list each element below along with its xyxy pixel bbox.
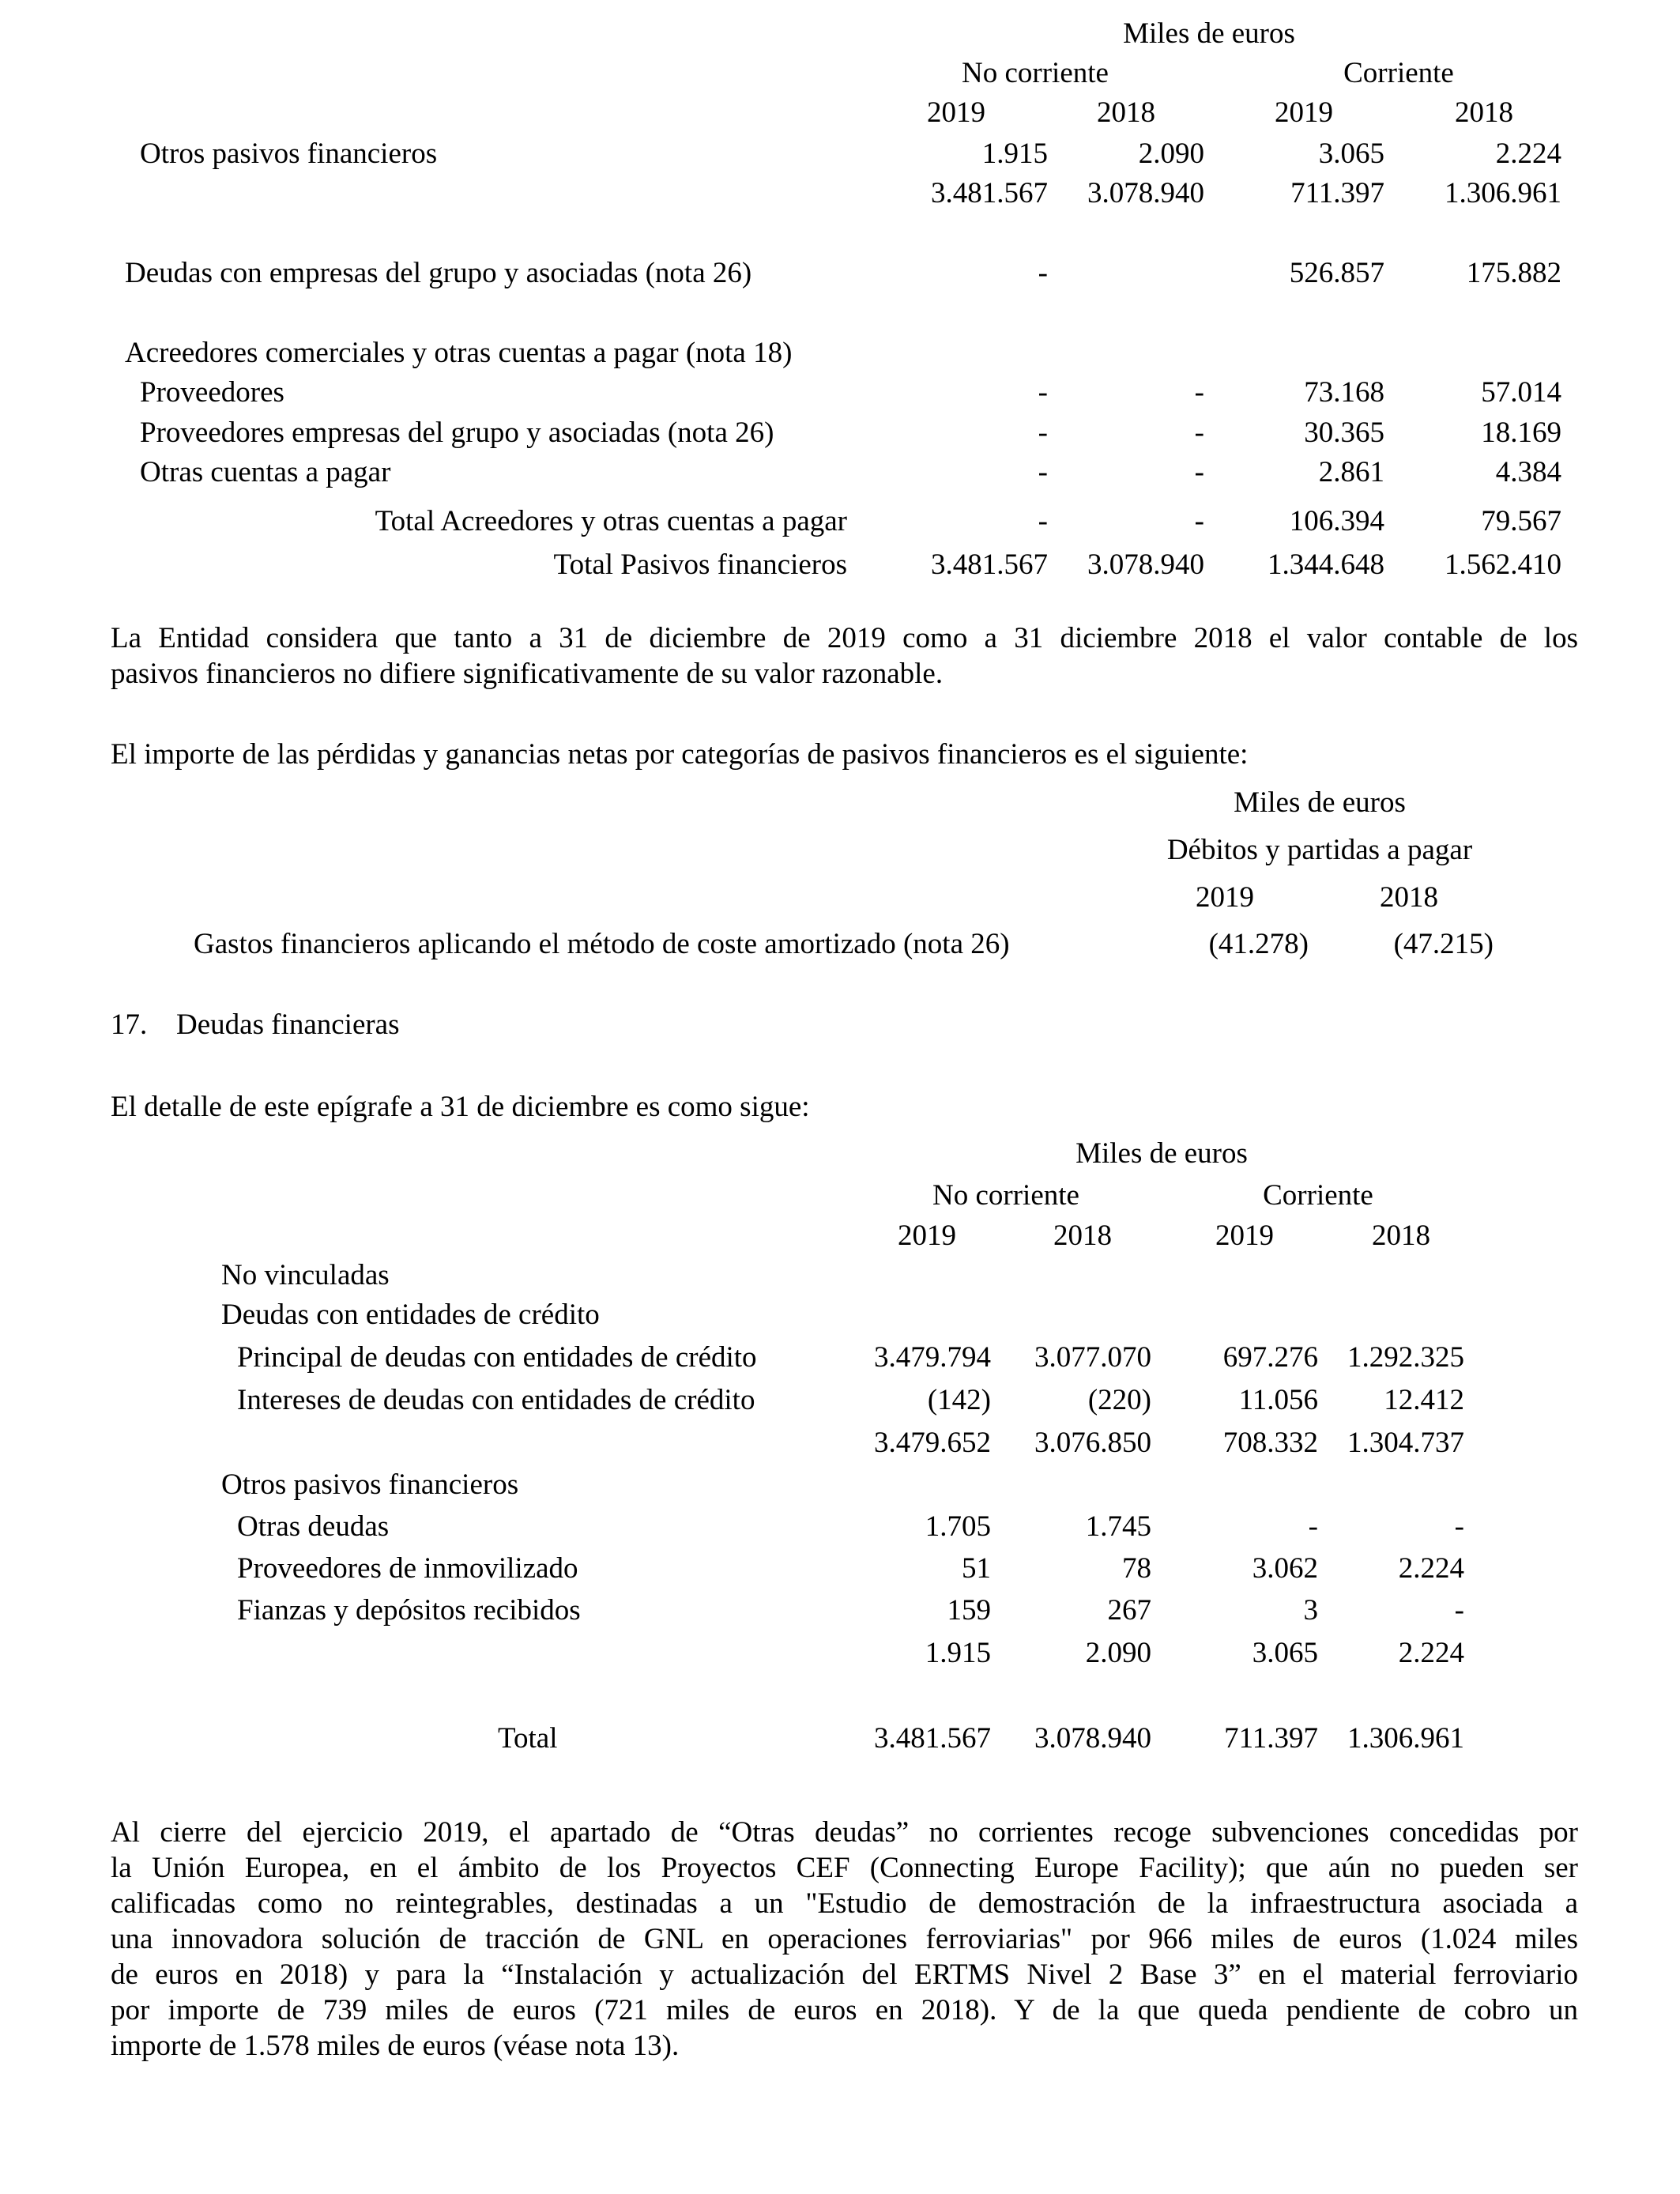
table3-cell: 3.479.794 xyxy=(874,1341,991,1374)
paragraph-line: de euros en 2018) y para la “Instalación y actualización del ERTMS Nivel 2 Base 3” en el material ferroviario xyxy=(111,1958,1578,1991)
table3-total-label: Total xyxy=(498,1722,558,1755)
table2-cell: (41.278) xyxy=(1208,928,1309,960)
table1-cell: - xyxy=(1194,376,1204,409)
section-number: 17. xyxy=(111,1008,148,1041)
paragraph-fair-value xyxy=(111,620,1578,692)
table3-group-current: Corriente xyxy=(1263,1179,1373,1212)
table1-cell: 1.306.961 xyxy=(1445,177,1561,209)
table1-cell: 2.090 xyxy=(1138,138,1204,170)
paragraph-gains-losses-intro: El importe de las pérdidas y ganancias netas por categorías de pasivos financieros es el siguiente: xyxy=(111,738,1249,771)
table3-cell: - xyxy=(1454,1594,1464,1627)
table1-cell: 73.168 xyxy=(1304,376,1384,409)
table1-cell: 106.394 xyxy=(1289,505,1384,537)
table3-year-header: 2019 xyxy=(1215,1220,1274,1252)
table3-row-label: Deudas con entidades de crédito xyxy=(221,1299,600,1331)
table2-year-header: 2019 xyxy=(1196,881,1254,914)
table1-total-label: Total Pasivos financieros xyxy=(553,548,847,581)
table3-cell: 3 xyxy=(1303,1594,1318,1627)
paragraph-line: la Unión Europea, en el ámbito de los Proyectos CEF (Connecting Europe Facility); que aún no pueden ser xyxy=(111,1852,1578,1884)
paragraph-line: importe de 1.578 miles de euros (véase nota 13). xyxy=(111,2030,680,2062)
table1-row-label: Deudas con empresas del grupo y asociadas (nota 26) xyxy=(125,257,752,289)
table3-cell: 78 xyxy=(1122,1552,1151,1585)
table3-year-header: 2019 xyxy=(898,1220,956,1252)
table3-cell: 3.481.567 xyxy=(874,1722,991,1755)
table3-row-label: No vinculadas xyxy=(221,1259,390,1291)
table3-row-label: Otros pasivos financieros xyxy=(221,1468,519,1501)
table3-cell: - xyxy=(1454,1510,1464,1543)
table1-cell: 1.562.410 xyxy=(1445,548,1561,581)
table1-cell: 175.882 xyxy=(1466,257,1561,289)
table1-row-label: Otras cuentas a pagar xyxy=(140,456,391,488)
table1-cell: 57.014 xyxy=(1481,376,1561,409)
table3-group-noncurrent: No corriente xyxy=(932,1179,1079,1212)
table3-cell: 708.332 xyxy=(1222,1427,1318,1459)
table3-cell: 1.292.325 xyxy=(1347,1341,1464,1374)
table2-cell: (47.215) xyxy=(1393,928,1494,960)
table1-year-header: 2018 xyxy=(1097,96,1155,129)
table3-cell: (142) xyxy=(927,1384,991,1416)
table3-cell: 2.224 xyxy=(1398,1637,1464,1669)
table1-cell: 1.915 xyxy=(981,138,1048,170)
table1-row-label: Proveedores xyxy=(140,376,284,409)
table1-total-label: Total Acreedores y otras cuentas a pagar xyxy=(375,505,847,537)
table3-row-label: Fianzas y depósitos recibidos xyxy=(237,1594,581,1627)
table2-year-header: 2018 xyxy=(1380,881,1438,914)
table3-cell: 1.306.961 xyxy=(1347,1722,1464,1755)
table1-row-label: Otros pasivos financieros xyxy=(140,138,438,170)
table3-cell: 12.412 xyxy=(1384,1384,1464,1416)
table3-cell: 2.224 xyxy=(1398,1552,1464,1585)
table1-cell: 1.344.648 xyxy=(1268,548,1384,581)
table1-cell: 2.224 xyxy=(1495,138,1561,170)
table1-cell: 711.397 xyxy=(1290,177,1384,209)
table1-cell: 3.481.567 xyxy=(931,177,1048,209)
table1-cell: 526.857 xyxy=(1289,257,1384,289)
table3-cell: 1.915 xyxy=(925,1637,991,1669)
section-title: Deudas financieras xyxy=(176,1008,400,1041)
table1-group-current: Corriente xyxy=(1343,57,1454,89)
table3-year-header: 2018 xyxy=(1372,1220,1430,1252)
table1-cell: - xyxy=(1038,417,1048,449)
table1-cell: - xyxy=(1194,417,1204,449)
table3-cell: 267 xyxy=(1107,1594,1151,1627)
paragraph-otras-deudas xyxy=(111,1815,1578,2064)
table1-cell: - xyxy=(1194,456,1204,488)
table3-cell: 3.065 xyxy=(1252,1637,1318,1669)
paragraph-line: Al cierre del ejercicio 2019, el apartado de “Otras deudas” no corrientes recoge subvenciones concedidas por xyxy=(111,1816,1578,1849)
table1-cell: 79.567 xyxy=(1481,505,1561,537)
table1-cell: 30.365 xyxy=(1304,417,1384,449)
table3-cell: 1.705 xyxy=(925,1510,991,1543)
table3-cell: 11.056 xyxy=(1238,1384,1318,1416)
table3-cell: 3.078.940 xyxy=(1034,1722,1151,1755)
paragraph-line: calificadas como no reintegrables, destinadas a un "Estudio de demostración de la infraestructura asociada a xyxy=(111,1887,1578,1920)
table1-cell: 3.481.567 xyxy=(931,548,1048,581)
table3-unit-header: Miles de euros xyxy=(1075,1137,1248,1170)
table1-row-label: Proveedores empresas del grupo y asociadas (nota 26) xyxy=(140,417,774,449)
table2-row-label: Gastos financieros aplicando el método de coste amortizado (nota 26) xyxy=(194,928,1010,960)
table3-row-label: Otras deudas xyxy=(237,1510,390,1543)
table1-group-noncurrent: No corriente xyxy=(962,57,1109,89)
table3-row-label: Intereses de deudas con entidades de crédito xyxy=(237,1384,755,1416)
paragraph-line: una innovadora solución de tracción de GNL en operaciones ferroviarias" por 966 miles de euros (1.024 miles xyxy=(111,1923,1578,1955)
table1-cell: 3.065 xyxy=(1318,138,1384,170)
table3-cell: 3.062 xyxy=(1252,1552,1318,1585)
table3-cell: 159 xyxy=(947,1594,991,1627)
table1-unit-header: Miles de euros xyxy=(1123,17,1295,50)
table1-cell: - xyxy=(1038,505,1048,537)
table3-row-label: Principal de deudas con entidades de crédito xyxy=(237,1341,757,1374)
paragraph-line: pasivos financieros no difiere significativamente de su valor razonable. xyxy=(111,658,944,690)
table1-cell: 3.078.940 xyxy=(1087,548,1204,581)
table1-row-label: Acreedores comerciales y otras cuentas a pagar (nota 18) xyxy=(125,337,793,369)
table2-unit-header: Miles de euros xyxy=(1234,786,1406,819)
table3-cell: - xyxy=(1308,1510,1318,1543)
table1-year-header: 2019 xyxy=(1275,96,1333,129)
table1-year-header: 2019 xyxy=(927,96,985,129)
table3-cell: 3.076.850 xyxy=(1034,1427,1151,1459)
table1-cell: 4.384 xyxy=(1495,456,1561,488)
table1-cell: 3.078.940 xyxy=(1087,177,1204,209)
paragraph-line: por importe de 739 miles de euros (721 miles de euros en 2018). Y de la que queda pendiente de cobro un xyxy=(111,1994,1578,2026)
table1-cell: - xyxy=(1038,456,1048,488)
table3-cell: 697.276 xyxy=(1222,1341,1318,1374)
table3-cell: 711.397 xyxy=(1224,1722,1318,1755)
paragraph-detail-intro: El detalle de este epígrafe a 31 de diciembre es como sigue: xyxy=(111,1091,810,1123)
table3-cell: 51 xyxy=(962,1552,991,1585)
table1-cell: - xyxy=(1194,505,1204,537)
table1-cell: - xyxy=(1038,257,1048,289)
table3-cell: 1.745 xyxy=(1085,1510,1151,1543)
table3-cell: 3.077.070 xyxy=(1034,1341,1151,1374)
table3-cell: 2.090 xyxy=(1085,1637,1151,1669)
table3-cell: (220) xyxy=(1087,1384,1151,1416)
table1-cell: - xyxy=(1038,376,1048,409)
table3-year-header: 2018 xyxy=(1053,1220,1112,1252)
table3-cell: 1.304.737 xyxy=(1347,1427,1464,1459)
table3-row-label: Proveedores de inmovilizado xyxy=(237,1552,578,1585)
table1-cell: 18.169 xyxy=(1481,417,1561,449)
table1-year-header: 2018 xyxy=(1455,96,1513,129)
table1-cell: 2.861 xyxy=(1318,456,1384,488)
table2-subheader: Débitos y partidas a pagar xyxy=(1166,834,1473,866)
paragraph-line: La Entidad considera que tanto a 31 de diciembre de 2019 como a 31 diciembre 2018 el valor contable de los xyxy=(111,622,1578,654)
table3-cell: 3.479.652 xyxy=(874,1427,991,1459)
